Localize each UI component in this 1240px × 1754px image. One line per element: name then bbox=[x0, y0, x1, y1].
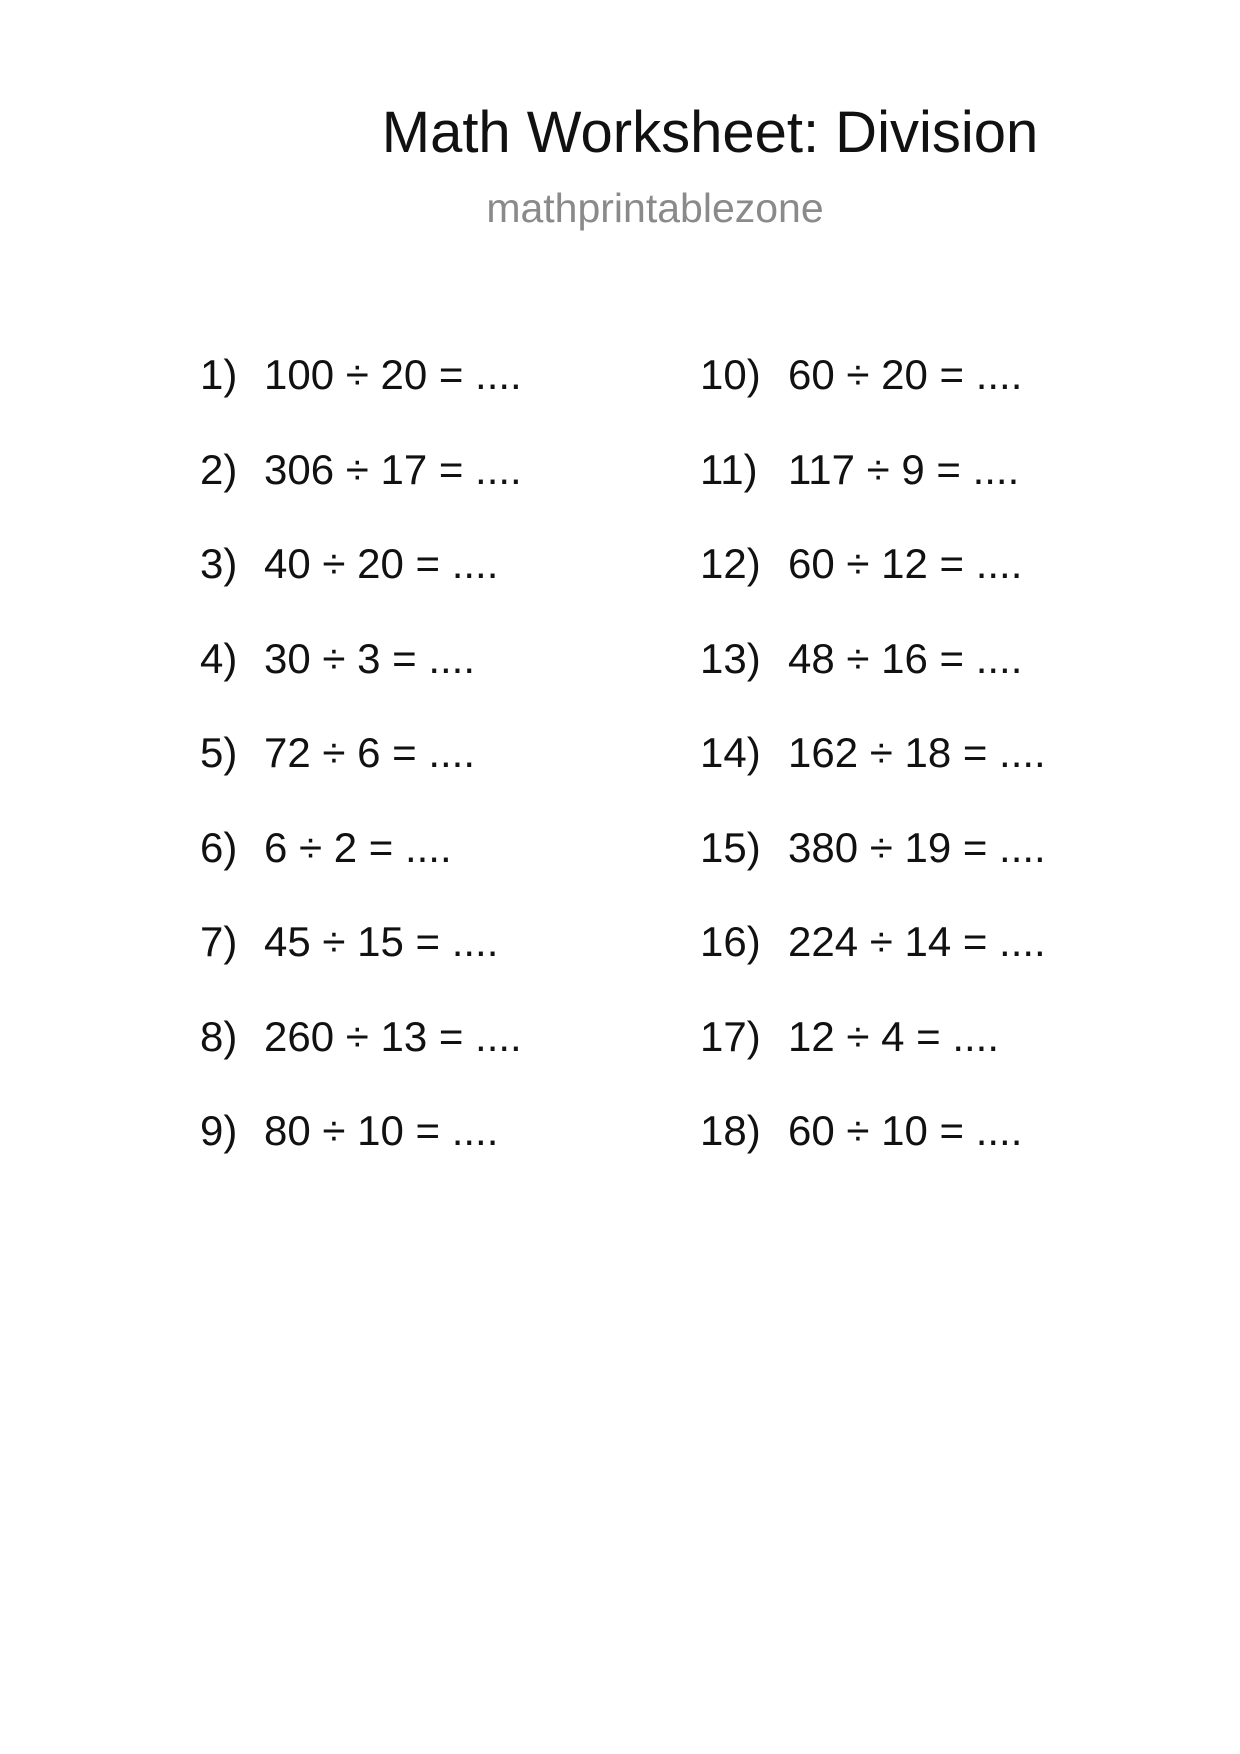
problem-expression: 6 ÷ 2 = .... bbox=[264, 823, 452, 871]
problem-number: 14) bbox=[700, 729, 761, 776]
problem-expression: 40 ÷ 20 = .... bbox=[264, 540, 499, 587]
problem-expression: 260 ÷ 13 = .... bbox=[264, 1012, 522, 1060]
problem-number: 1) bbox=[200, 351, 238, 398]
problem-9 bbox=[200, 1106, 522, 1201]
problem-expression: 380 ÷ 19 = .... bbox=[788, 823, 1046, 871]
problem-2 bbox=[200, 445, 522, 540]
problem-expression: 224 ÷ 14 = .... bbox=[788, 918, 1046, 965]
problem-number: 18) bbox=[700, 1107, 761, 1154]
problem-expression: 80 ÷ 10 = .... bbox=[264, 1107, 499, 1154]
problem-number: 11) bbox=[700, 445, 758, 493]
problem-7 bbox=[200, 917, 522, 1012]
left-problem-column bbox=[200, 350, 522, 1201]
problem-expression: 306 ÷ 17 = .... bbox=[264, 445, 522, 493]
problem-6 bbox=[200, 823, 522, 918]
problem-number: 2) bbox=[200, 445, 238, 493]
problem-expression: 48 ÷ 16 = .... bbox=[788, 634, 1023, 682]
problem-expression: 60 ÷ 12 = .... bbox=[788, 540, 1023, 587]
problem-1 bbox=[200, 350, 522, 445]
problem-4 bbox=[200, 634, 522, 729]
problem-15 bbox=[700, 823, 1046, 918]
problem-number: 12) bbox=[700, 540, 761, 587]
problem-13 bbox=[700, 634, 1046, 729]
problem-5 bbox=[200, 728, 522, 823]
problem-number: 16) bbox=[700, 918, 761, 965]
problem-11 bbox=[700, 445, 1046, 540]
problem-expression: 60 ÷ 20 = .... bbox=[788, 351, 1023, 398]
problem-12 bbox=[700, 539, 1046, 634]
page-title: Math Worksheet: Division bbox=[381, 100, 1039, 165]
problem-17 bbox=[700, 1012, 1046, 1107]
problem-number: 4) bbox=[200, 634, 238, 682]
problem-number: 5) bbox=[200, 729, 238, 776]
problem-expression: 162 ÷ 18 = .... bbox=[788, 729, 1046, 776]
problem-number: 3) bbox=[200, 540, 238, 587]
problem-number: 15) bbox=[700, 823, 761, 871]
problem-18 bbox=[700, 1106, 1046, 1201]
problem-expression: 45 ÷ 15 = .... bbox=[264, 918, 499, 965]
problem-number: 10) bbox=[700, 351, 761, 398]
page-subtitle: mathprintablezone bbox=[486, 185, 824, 231]
problem-expression: 100 ÷ 20 = .... bbox=[264, 351, 522, 398]
problem-16 bbox=[700, 917, 1046, 1012]
right-problem-column bbox=[700, 350, 1046, 1201]
problem-14 bbox=[700, 728, 1046, 823]
problem-expression: 30 ÷ 3 = .... bbox=[264, 634, 476, 682]
problem-number: 7) bbox=[200, 918, 238, 965]
problem-expression: 117 ÷ 9 = .... bbox=[788, 445, 1020, 493]
problem-expression: 72 ÷ 6 = .... bbox=[264, 729, 476, 776]
problem-number: 17) bbox=[700, 1012, 761, 1060]
problem-expression: 12 ÷ 4 = .... bbox=[788, 1012, 1000, 1060]
problem-expression: 60 ÷ 10 = .... bbox=[788, 1107, 1023, 1154]
problem-number: 13) bbox=[700, 634, 761, 682]
problem-10 bbox=[700, 350, 1046, 445]
problem-number: 6) bbox=[200, 823, 238, 871]
problem-8 bbox=[200, 1012, 522, 1107]
problem-number: 8) bbox=[200, 1012, 238, 1060]
problem-3 bbox=[200, 539, 522, 634]
problem-number: 9) bbox=[200, 1107, 238, 1154]
